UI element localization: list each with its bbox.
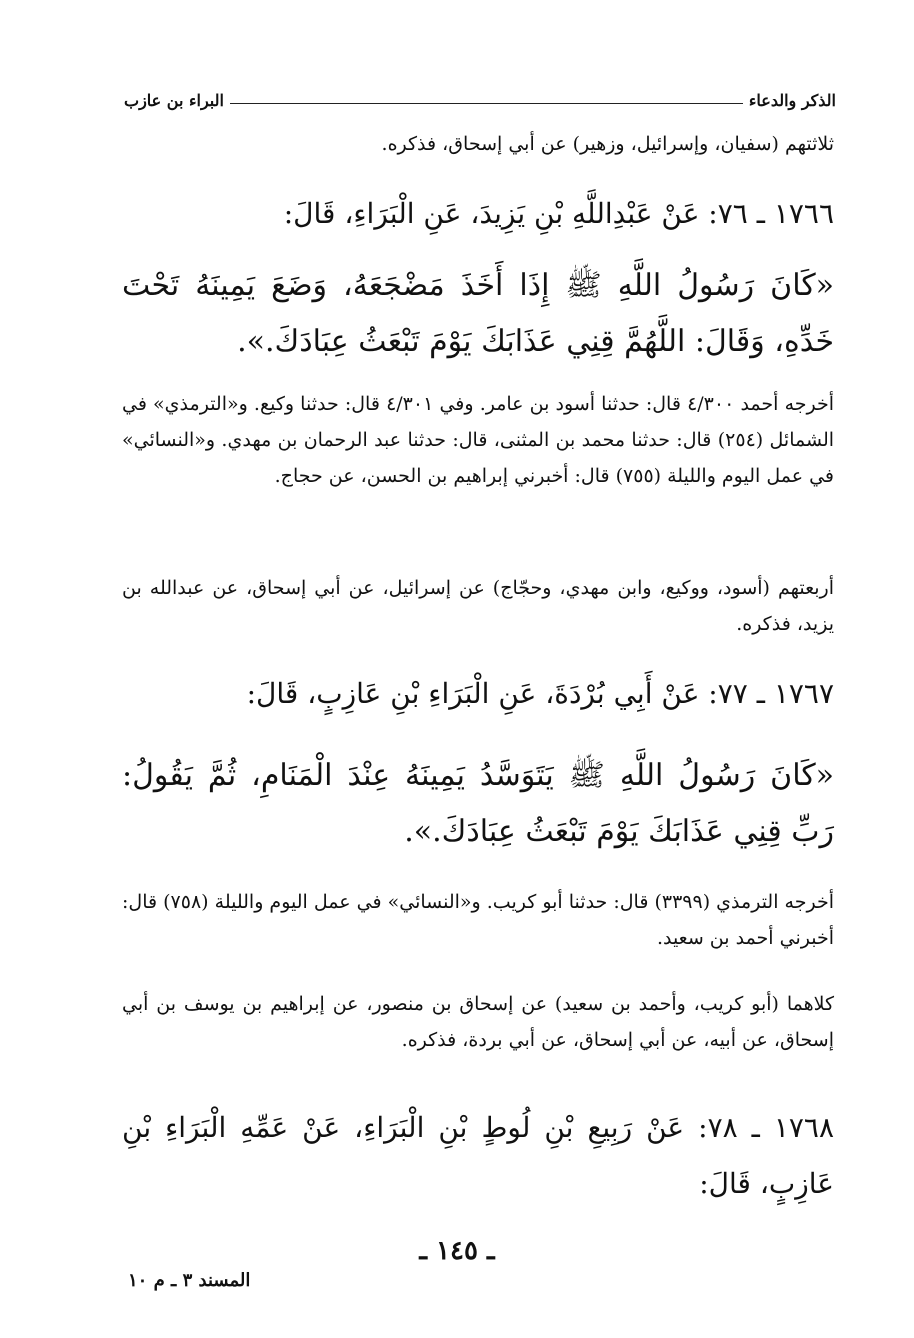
hadith-1766-takhrij: أخرجه أحمد ٤/٣٠٠ قال: حدثنا أسود بن عامر. وفي ٤/٣٠١ قال: حدثنا وكيع. و«الترمذي» في الشمائل (٢٥٤) قال: حدثنا محمد بن المثنى، قال: حدثنا عبد الرحمان بن مهدي. و«النسائي» في عمل اليوم والليلة (٧٥٥) قال: أخبرني إبراهيم بن الحسن، عن حجاج. <box>122 393 835 487</box>
header-chapter-title: الذكر والدعاء <box>748 91 836 110</box>
hadith-1766-text: «كَانَ رَسُولُ اللَّهِ ﷺ إِذَا أَخَذَ مَضْجَعَهُ، وَضَعَ يَمِينَهُ تَحْتَ خَدِّهِ، وَقَالَ: اللَّهُمَّ قِنِي عَذَابَكَ يَوْمَ تَبْعَثُ عِبَادَكَ.». <box>122 268 834 359</box>
hadith-1767-chain: كلاهما (أبو كريب، وأحمد بن سعيد) عن إسحاق بن منصور، عن إبراهيم بن يوسف بن أبي إسحاق، عن أبيه، عن أبي إسحاق، عن أبي بردة، فذكره. <box>122 993 834 1051</box>
hadith-1767-heading: ١٧٦٧ ـ ٧٧: عَنْ أَبِي بُرْدَةَ، عَنِ الْبَرَاءِ بْنِ عَازِبٍ، قَالَ: <box>246 677 834 710</box>
hadith-1766-heading: ١٧٦٦ ـ ٧٦: عَنْ عَبْدِاللَّهِ بْنِ يَزِيدَ، عَنِ الْبَرَاءِ، قَالَ: <box>283 197 834 230</box>
hadith-1768-heading: ١٧٦٨ ـ ٧٨: عَنْ رَبِيعِ بْنِ لُوطٍ بْنِ الْبَرَاءِ، عَنْ عَمِّهِ الْبَرَاءِ بْنِ عَازِبٍ، قَالَ: <box>122 1111 834 1200</box>
header-section-title: البراء بن عازب <box>124 91 224 110</box>
page-number: ـ ١٤٥ ـ <box>419 1236 495 1266</box>
hadith-1767-takhrij: أخرجه الترمذي (٣٣٩٩) قال: حدثنا أبو كريب. و«النسائي» في عمل اليوم والليلة (٧٥٨) قال: أخبرني أحمد بن سعيد. <box>122 891 834 949</box>
hadith-1766-chain: أربعتهم (أسود، ووكيع، وابن مهدي، وحجّاج) عن إسرائيل، عن أبي إسحاق، عن عبدالله بن يزيد، فذكره. <box>122 577 834 635</box>
header-rule <box>230 103 743 104</box>
intro-paragraph: ثلاثتهم (سفيان، وإسرائيل، وزهير) عن أبي إسحاق، فذكره. <box>381 133 834 155</box>
hadith-1767-text: «كَانَ رَسُولُ اللَّهِ ﷺ يَتَوَسَّدُ يَمِينَهُ عِنْدَ الْمَنَامِ، ثُمَّ يَقُولُ: رَبِّ قِنِي عَذَابَكَ يَوْمَ تَبْعَثُ عِبَادَكَ.». <box>122 758 834 849</box>
running-header <box>124 88 836 112</box>
volume-signature: المسند ٣ ـ م ١٠ <box>128 1270 251 1291</box>
